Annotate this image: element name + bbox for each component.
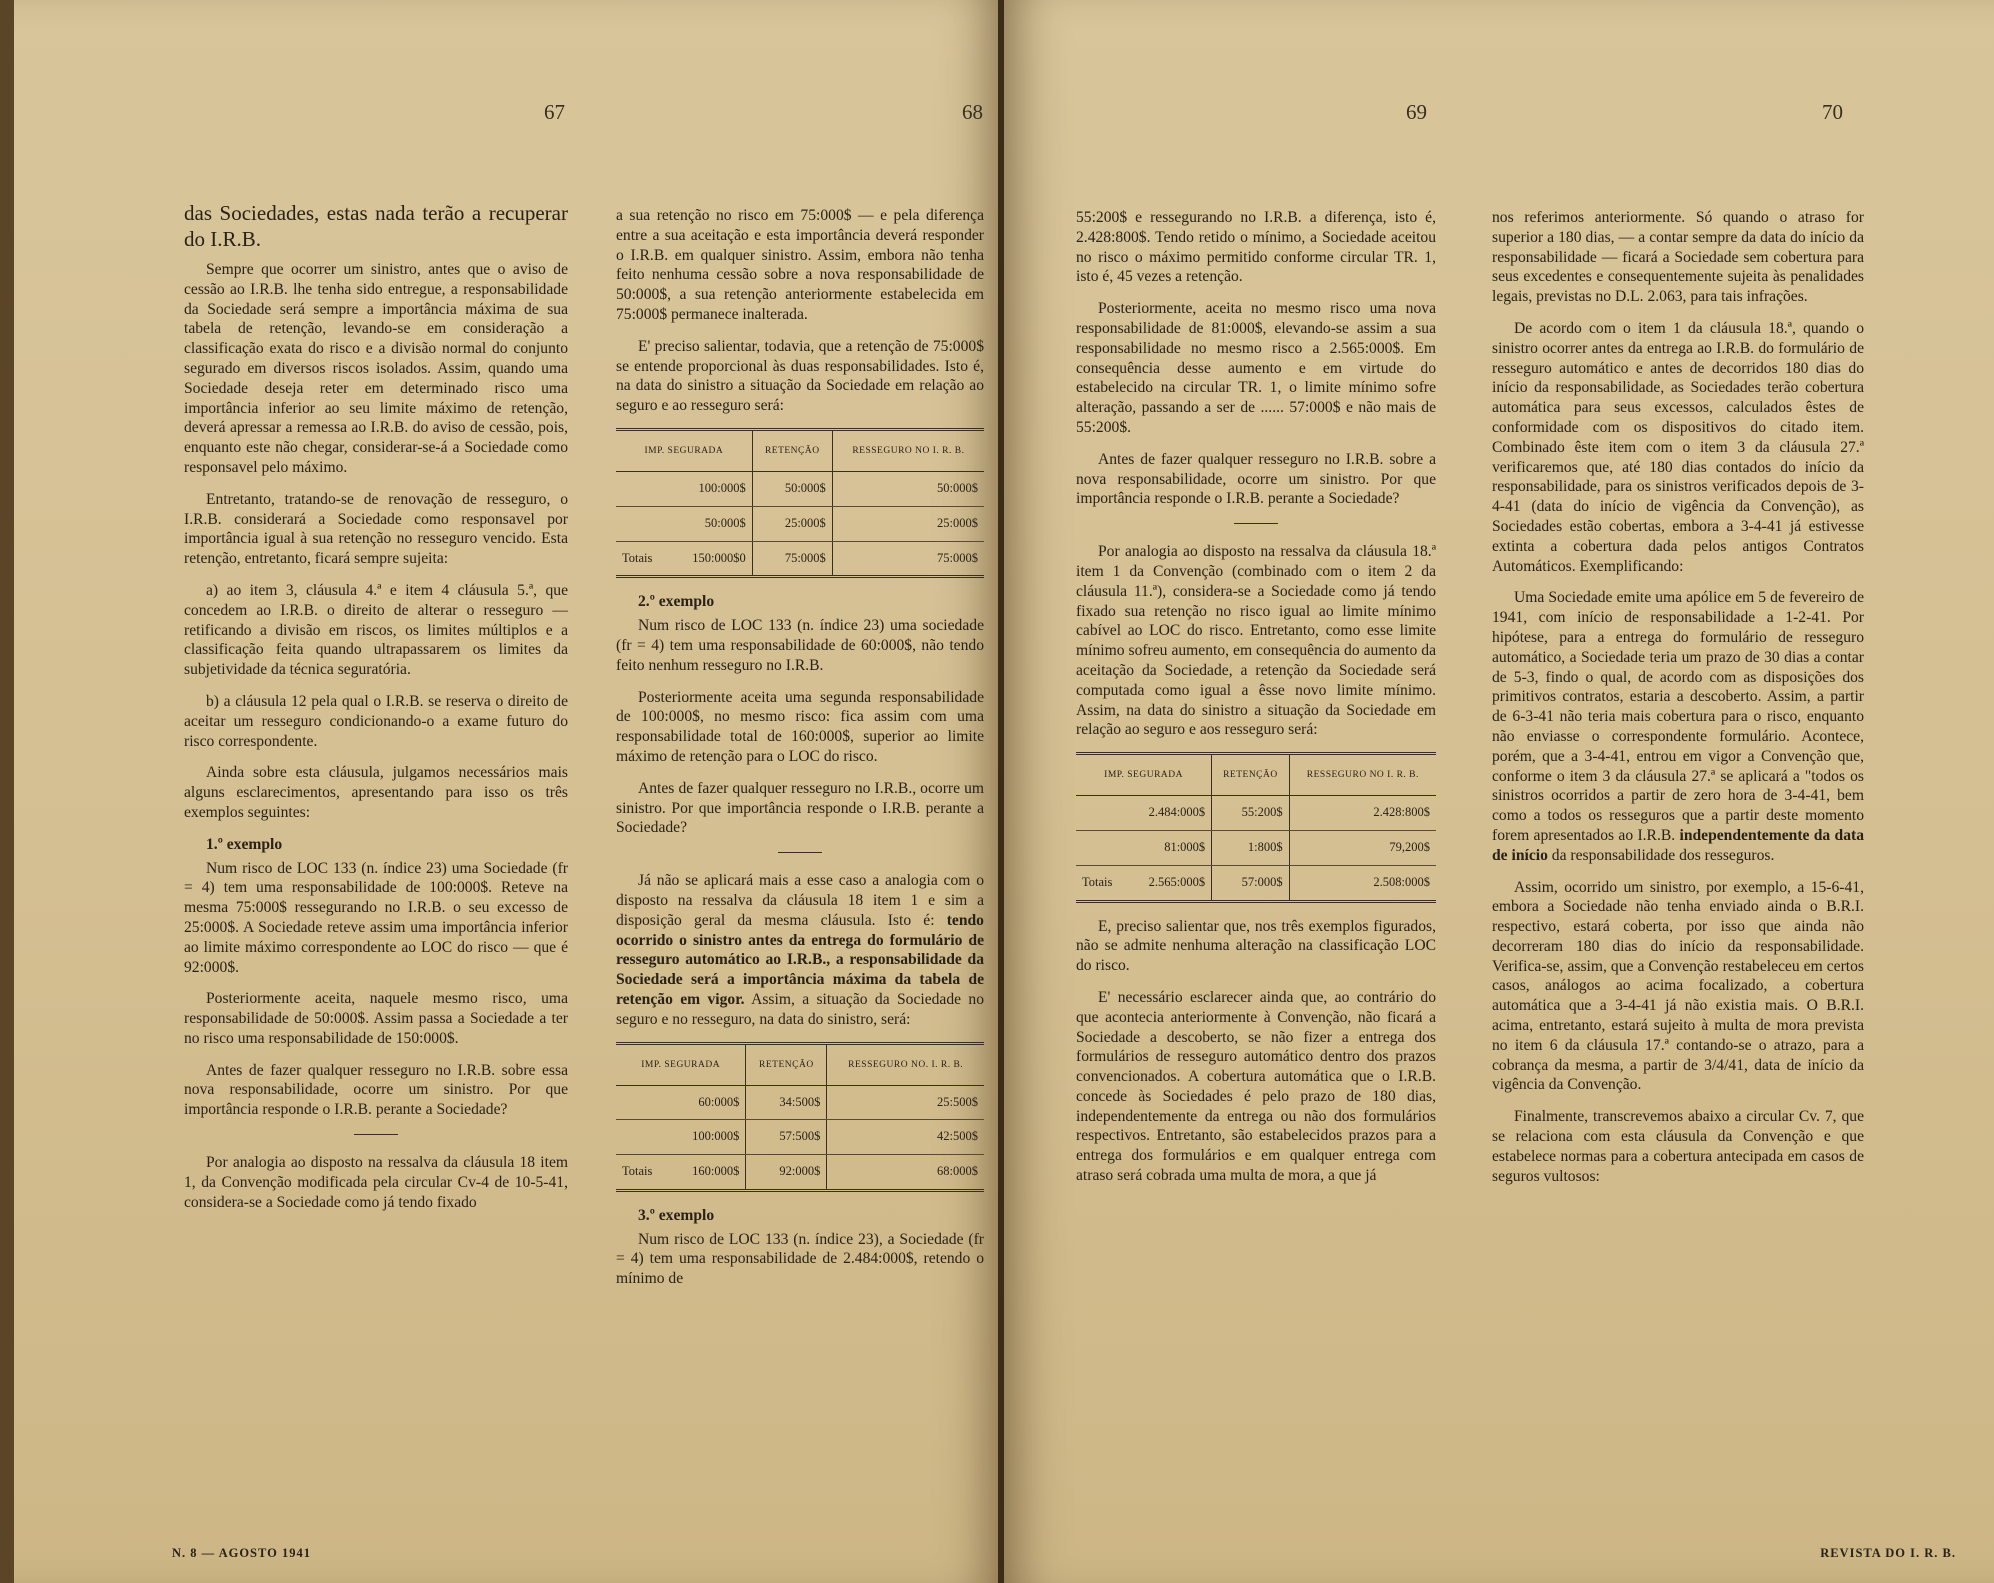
paragraph: Entretanto, tratando-se de renovação de resseguro, o I.R.B. considerará a Sociedade como responsavel por importância igual à sua retenção no resseguro vencido. Esta retenção, entretanto, ficará sempre sujeita: <box>184 490 568 568</box>
table-header: RETENÇÃO <box>752 429 832 471</box>
bold-text: independentemente da data de início <box>1492 826 1865 864</box>
table-header: RETENÇÃO <box>1212 754 1289 796</box>
table-cell <box>1076 830 1128 865</box>
table-header: IMP. SEGURADA <box>616 1043 746 1085</box>
reinsurance-table-2 <box>616 1042 984 1192</box>
table-cell: 79,200$ <box>1289 830 1436 865</box>
column-page-68 <box>616 206 984 1301</box>
paragraph: Antes de fazer qualquer resseguro no I.R.B. sobre a nova responsabilidade, ocorre um sinistro. Por que importância responde o I.R.B. perante a Sociedade? <box>1076 450 1436 508</box>
table-cell: 50:000$ <box>752 471 832 506</box>
table-row <box>1076 830 1436 865</box>
left-page <box>14 0 1001 1583</box>
table-row <box>616 506 984 541</box>
reinsurance-table-3 <box>1076 752 1436 902</box>
table-cell <box>616 471 669 506</box>
section-divider <box>778 852 822 853</box>
table-cell: 100:000$ <box>670 1120 746 1155</box>
example-heading: 2.º exemplo <box>638 593 715 611</box>
example-heading: 1.º exemplo <box>206 835 283 853</box>
footer-journal: REVISTA DO I. R. B. <box>1820 1546 1956 1560</box>
table-row <box>1076 796 1436 831</box>
paragraph: E' necessário esclarecer ainda que, ao contrário do que acontecia anteriormente à Convenção, não ficará a Sociedade a descoberto, se não fizer a entrega dos formulários de resseguro automático dentro dos prazos convencionados. A cobertura automática que o I.R.B. concede às Sociedades é pelo prazo de 180 dias, independentemente da entrega ou não dos formulários respectivos. Entretanto, são estabelecidos prazos para a entrega dos formulários e em qualquer entrega com atraso será cobrada uma multa de mora, a que já <box>1076 988 1436 1185</box>
table-cell: 34:500$ <box>746 1085 827 1120</box>
table-cell: 57:500$ <box>746 1120 827 1155</box>
paragraph: Num risco de LOC 133 (n. índice 23), a Sociedade (fr = 4) tem uma responsabilidade de 2.484:000$, retendo o mínimo de <box>616 1230 984 1288</box>
reinsurance-table-1 <box>616 428 984 578</box>
paragraph: a) ao item 3, cláusula 4.ª e item 4 cláusula 5.ª, que concedem ao I.R.B. o direito de alterar o resseguro — retificando a divisão em riscos, os limites múltiplos e a classificação feita quando ultrapassarem os limites da subjetividade da técnica seguratória. <box>184 581 568 679</box>
right-page <box>1004 0 1994 1583</box>
footer-issue: N. 8 — AGOSTO 1941 <box>172 1546 311 1560</box>
text-span: Assim, a situação da Sociedade no seguro e no resseguro, na data do sinistro, será: <box>616 990 985 1028</box>
table-header: RESSEGURO NO. I. R. B. <box>827 1043 984 1085</box>
paragraph: Num risco de LOC 133 (n. índice 23) uma Sociedade (fr = 4) tem uma responsabilidade de 100:000$. Reteve na mesma 75:000$ ressegurando no I.R.B. o seu excesso de 25:000$. A Sociedade reteve assim uma importância inferior ao limite máximo correspondente ao LOC do risco — que é 92:000$. <box>184 859 568 976</box>
table-row <box>616 541 984 577</box>
table-cell <box>616 1085 670 1120</box>
table-cell: 25:000$ <box>832 506 984 541</box>
table-cell: 150:000$0 <box>669 541 752 577</box>
table-header: RESSEGURO NO I. R. B. <box>832 429 984 471</box>
table-header: IMP. SEGURADA <box>1076 754 1212 796</box>
table-header: IMP. SEGURADA <box>616 429 752 471</box>
paragraph: E, preciso salientar que, nos três exemplos figurados, não se admite nenhuma alteração na classificação LOC do risco. <box>1076 917 1436 975</box>
column-page-67 <box>184 200 568 1224</box>
paragraph: 55:200$ e ressegurando no I.R.B. a diferença, isto é, 2.428:800$. Tendo retido o mínimo, a Sociedade aceitou no risco o máximo permitido conforme circular TR. 1, isto é, 45 vezes a retenção. <box>1076 209 1436 286</box>
table-cell: 50:000$ <box>832 471 984 506</box>
text-span: Uma Sociedade emite uma apólice em 5 de fevereiro de 1941, com início de responsabilidade a 1-2-41. Por hipótese, para a entrega do formulário de resseguro automático, a Sociedade teria um prazo de 30 dias a contar de 5-3, findo o qual, de acordo com as disposições dos primitivos contratos, estaria a descoberto. Assim, a partir de 6-3-41 não teria mais cobertura para o risco, enquanto não enviasse o correspondente formulário. Acontece, porém, que a 3-4-41, entrou em vigor a Convenção que, conforme o item 3 da cláusula 27.ª se aplicará a "todos os sinistros ocorridos a partir de zero hora de 3-4-41, bem como a todos os resseguros que a partir deste momento forem apresentados ao I.R.B. <box>1492 589 1864 844</box>
table-cell: 25:000$ <box>752 506 832 541</box>
table-cell: 75:000$ <box>937 550 978 565</box>
table-cell: 160:000$ <box>670 1155 746 1191</box>
paragraph: Num risco de LOC 133 (n. índice 23) uma sociedade (fr = 4) tem uma responsabilidade de 60:000$, não tendo feito nenhum resseguro no I.R.B. <box>616 617 984 674</box>
paragraph <box>616 871 984 1029</box>
page-number-70: 70 <box>1822 100 1843 124</box>
paragraph: Sempre que ocorrer um sinistro, antes que o aviso de cessão ao I.R.B. lhe tenha sido entregue, a responsabilidade da Sociedade será sempre a importância máxima de sua tabela de retenção, levando-se em consideração a classificação exata do risco e a divisão normal do conjunto segurado em diversos riscos isolados. Assim, quando uma Sociedade deseja reter em determinado risco uma importância inferior ao seu limite máximo de retenção, deverá apressar a remessa ao I.R.B. do aviso de cessão, pois, enquanto este não chegar, considerar-se-á a Sociedade como responsavel pelo máximo. <box>184 261 568 476</box>
table-header: RESSEGURO NO I. R. B. <box>1289 754 1436 796</box>
intro-text: das Sociedades, estas nada terão a recuperar do I.R.B. <box>184 201 568 251</box>
section-divider <box>354 1134 398 1135</box>
table-cell: 68:000$ <box>937 1164 978 1179</box>
table-cell: 1:800$ <box>1212 830 1289 865</box>
paragraph <box>1492 588 1864 865</box>
example-heading: 3.º exemplo <box>638 1206 715 1224</box>
table-cell: 25:500$ <box>827 1085 984 1120</box>
text-span: da responsabilidade dos resseguros. <box>1551 846 1775 864</box>
table-cell <box>616 506 669 541</box>
paragraph: E' preciso salientar, todavia, que a retenção de 75:000$ se entende proporcional às duas responsabilidades. Isto é, na data do sinistro a situação da Sociedade em relação ao seguro e ao resseguro será: <box>616 337 984 415</box>
table-cell: 50:000$ <box>669 506 752 541</box>
table-cell: 57:000$ <box>1212 865 1289 901</box>
paragraph: De acordo com o item 1 da cláusula 18.ª, quando o sinistro ocorrer antes da entrega ao I.R.B. do formulário de resseguro automático e antes de decorridos 180 dias do início da responsabilidade, as Sociedades terão cobertura automática para seus excessos, calculados êstes de conformidade com os dispositivos do citado item. Combinado êste item com o item 3 da cláusula 27.ª verificaremos que, até 180 dias contados do início da responsabilidade, para os sinistros verificados depois de 3-4-41 (data do início de vigência da Convenção), as Sociedades estão cobertas, embora a 3-4-41 já estivesse extinta a cobertura dada pelos antigos Contratos Automáticos. Exemplificando: <box>1492 319 1864 575</box>
table-cell: 42:500$ <box>827 1120 984 1155</box>
paragraph: Posteriormente aceita uma segunda responsabilidade de 100:000$, no mesmo risco: fica assim com uma responsabilidade total de 160:000$, superior ao limite máximo de retenção para o LOC do risco. <box>616 688 984 765</box>
table-cell: Totais <box>1082 874 1113 889</box>
table-row <box>616 1155 984 1191</box>
paragraph: nos referimos anteriormente. Só quando o atraso for superior a 180 dias, — a contar sempre da data do início da responsabilidade — ficará a Sociedade sem cobertura para seus excedentes e consequentemente sujeita às penalidades legais, previstas no D.L. 2.063, para tais infrações. <box>1492 209 1864 306</box>
paragraph: Posteriormente, aceita no mesmo risco uma nova responsabilidade de 81:000$, elevando-se assim a sua responsabilidade no mesmo risco a 2.565:000$. Em consequência desse aumento e em virtude do estabelecido na circular TR. 1, o limite mínimo sofre alteração, passando a ser de ...... 57:000$ e não mais de 55:200$. <box>1076 300 1436 436</box>
table-cell: 60:000$ <box>670 1085 746 1120</box>
paragraph: Assim, ocorrido um sinistro, por exemplo, a 15-6-41, embora a Sociedade não tenha enviado ainda o B.R.I. respectivo, estará coberta, por isso que ainda não decorreram 180 dias do início da responsabilidade. Verifica-se, assim, que a Convenção restabeleceu em certos casos, análogos ao acima focalizado, a cobertura automática que a 3-4-41 já não existia mais. O B.R.I. acima, entretanto, estará sujeito à multa de mora prevista no item 6 da cláusula 17.ª contando-se o atrazo, para a cobrança da mesma, a partir de 3/4/41, data de início da vigência da Convenção. <box>1492 878 1864 1094</box>
table-cell: 2.484:000$ <box>1128 796 1212 831</box>
paragraph: a sua retenção no risco em 75:000$ — e pela diferença entre a sua aceitação e esta importância deverá responder o I.R.B. em qualquer sinistro. Assim, embora não tenha feito nenhuma cessão sobre a nova responsabilidade de 50:000$, a sua retenção anteriormente estabelecida em 75:000$ permanece inalterada. <box>616 207 984 323</box>
table-row <box>616 1120 984 1155</box>
text-span: Já não se aplicará mais a esse caso a analogia com o disposto na ressalva da cláusula 18 item 1 e sim a disposição geral da mesma cláusula. Isto é: <box>616 872 984 929</box>
paragraph: Antes de fazer qualquer resseguro no I.R.B. sobre essa nova responsabilidade, ocorre um sinistro. Por que importância responde o I.R.B. perante a Sociedade? <box>184 1061 568 1119</box>
paragraph: Antes de fazer qualquer resseguro no I.R.B., ocorre um sinistro. Por que importância responde o I.R.B. perante a Sociedade? <box>616 779 984 837</box>
paragraph: Finalmente, transcrevemos abaixo a circular Cv. 7, que se relaciona com esta cláusula da Convenção e que estabelece normas para a cobertura antecipada em casos de seguros vultosos: <box>1492 1108 1864 1185</box>
table-cell <box>616 1120 670 1155</box>
paragraph: Posteriormente aceita, naquele mesmo risco, uma responsabilidade de 50:000$. Assim passa a Sociedade a ter no risco uma responsabilidade de 150:000$. <box>184 990 568 1047</box>
paragraph: Por analogia ao disposto na ressalva da cláusula 18.ª item 1 da Convenção (combinado com o item 2 da cláusula 11.ª), considera-se a Sociedade como já tendo fixado sua retenção no risco igual ao limite mínimo cabível ao LOC do risco. Entretanto, como esse limite mínimo sofreu aumento, em consequência do aumento da aceitação da Sociedade, a retenção da Sociedade será computada como igual a êsse novo limite mínimo. Assim, na data do sinistro a situação da Sociedade em relação ao seguro e aos resseguro será: <box>1076 543 1436 739</box>
section-divider <box>1234 523 1278 524</box>
table-cell: Totais <box>622 550 653 565</box>
table-cell: 81:000$ <box>1128 830 1212 865</box>
paragraph: Por analogia ao disposto na ressalva da cláusula 18 item 1, da Convenção modificada pela circular Cv-4 de 10-5-41, considera-se a Sociedade como já tendo fixado <box>184 1154 568 1211</box>
bold-text: tendo ocorrido o sinistro antes da entrega do formulário de resseguro automático ao I.R.B., a responsabilidade da Sociedade será a importância máxima da tabela de retenção em vigor. <box>616 911 984 1008</box>
page-number-68: 68 <box>962 100 983 124</box>
table-header: RETENÇÃO <box>746 1043 827 1085</box>
table-row <box>1076 865 1436 901</box>
table-cell: 55:200$ <box>1212 796 1289 831</box>
table-row <box>616 1085 984 1120</box>
table-cell: 92:000$ <box>746 1155 827 1191</box>
table-cell <box>1076 796 1128 831</box>
table-cell: 100:000$ <box>669 471 752 506</box>
column-page-69 <box>1076 208 1436 1198</box>
table-cell: 2.565:000$ <box>1128 865 1212 901</box>
table-cell: 2.508:000$ <box>1373 874 1430 889</box>
page-number-69: 69 <box>1406 100 1427 124</box>
table-cell: 2.428:800$ <box>1289 796 1436 831</box>
table-cell: 75:000$ <box>752 541 832 577</box>
column-page-70 <box>1492 208 1864 1198</box>
table-cell: Totais <box>622 1164 653 1179</box>
page-number-67: 67 <box>544 100 565 124</box>
paragraph: Ainda sobre esta cláusula, julgamos necessários mais alguns esclarecimentos, apresentando para isso os três exemplos seguintes: <box>184 764 568 821</box>
table-row <box>616 471 984 506</box>
paragraph: b) a cláusula 12 pela qual o I.R.B. se reserva o direito de aceitar um resseguro condicionando-o a exame futuro do risco correspondente. <box>184 692 568 750</box>
